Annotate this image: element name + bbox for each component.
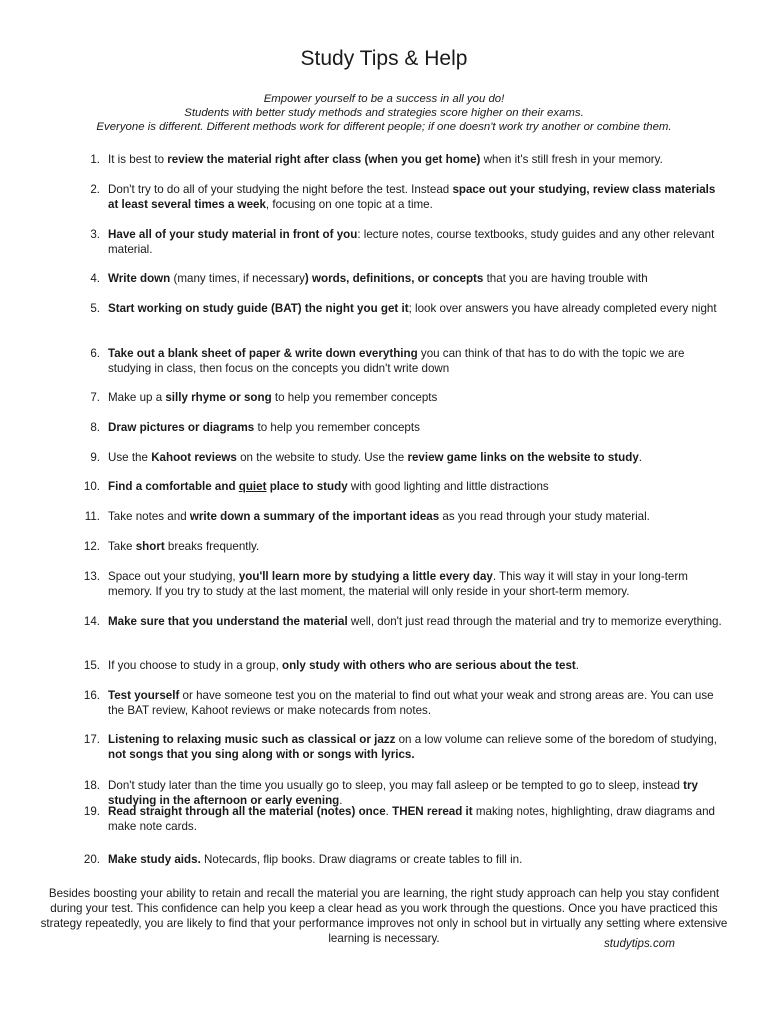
tip-emphasis: Listening to relaxing music such as classical or jazz bbox=[108, 733, 396, 746]
tip-text-run: Take notes and bbox=[108, 510, 190, 523]
tip-text-run: with good lighting and little distractions bbox=[347, 480, 549, 493]
tip-number: 7. bbox=[90, 391, 100, 404]
tip-text-run: to help you remember concepts bbox=[254, 421, 420, 434]
tip-number: 10. bbox=[83, 480, 100, 493]
tip-text-run: making notes, highlighting, draw diagrams and make note cards. bbox=[108, 805, 715, 833]
tip-emphasis: review game links on the website to study bbox=[407, 451, 639, 464]
tip-number: 1. bbox=[90, 153, 100, 166]
closing-paragraph: Besides boosting your ability to retain and recall the material you are learning, the right study approach can help you stay confident during your test. This confidence can help you keep a clear head as you work through the questions. Once you have practiced this strategy repeatedly, you are likely to find that your performance improves not only in school but in virtually any setting where extensive learning is necessary. bbox=[40, 887, 728, 945]
tip-text-run: as you read through your study material. bbox=[439, 510, 650, 523]
tip-text bbox=[108, 479, 728, 494]
tip-text-run: . bbox=[575, 659, 579, 672]
tip-emphasis: Make study aids. bbox=[108, 853, 201, 866]
tip-text bbox=[108, 390, 728, 405]
tip-text bbox=[108, 227, 728, 257]
tip-number: 14. bbox=[83, 615, 100, 628]
tip-text bbox=[108, 614, 728, 629]
tip-number: 18. bbox=[83, 779, 100, 792]
tip-emphasis: try studying in the afternoon or early evening bbox=[108, 779, 698, 807]
tip-text bbox=[108, 658, 728, 673]
tip-text-run: If you choose to study in a group, bbox=[108, 659, 283, 672]
tip-text-run: to help you remember concepts bbox=[271, 391, 438, 404]
intro-block bbox=[30, 92, 738, 134]
tip-number: 17. bbox=[83, 733, 100, 746]
tip-text-run: . bbox=[339, 794, 343, 807]
tip-text bbox=[108, 852, 728, 867]
tip-text-run: you can think of that has to do with the topic we are studying in class, then focus on the concepts you didn't write down bbox=[108, 347, 685, 375]
tip-text-run: Space out your studying, bbox=[108, 570, 239, 583]
tip-text bbox=[108, 182, 728, 212]
tip-emphasis: write down a summary of the important ideas bbox=[189, 510, 440, 523]
tip-emphasis: Draw pictures or diagrams bbox=[108, 421, 255, 434]
intro-line: Everyone is different. Different methods work for different people; if one doesn't work try another or combine them. bbox=[96, 121, 672, 133]
tip-text-run: It is best to bbox=[108, 153, 168, 166]
tip-emphasis: Find a comfortable and bbox=[108, 480, 239, 493]
tip-emphasis: place to study bbox=[266, 480, 348, 493]
tip-number: 16. bbox=[83, 689, 100, 702]
tip-text bbox=[108, 804, 728, 834]
tip-text-run: . bbox=[385, 805, 393, 818]
tip-number: 19. bbox=[83, 805, 100, 818]
tip-text-run: (many times, if necessary bbox=[170, 272, 305, 285]
tip-emphasis: space out your studying, review class materials at least several times a week bbox=[108, 183, 716, 211]
tip-emphasis: you'll learn more by studying a little every day bbox=[238, 570, 493, 583]
tip-text bbox=[108, 301, 728, 316]
tip-text bbox=[108, 539, 728, 554]
tip-emphasis: Write down bbox=[108, 272, 171, 285]
tip-number: 9. bbox=[90, 451, 100, 464]
tip-number: 13. bbox=[83, 570, 100, 583]
tip-number: 6. bbox=[90, 347, 100, 360]
tip-text-run: well, don't just read through the material and try to memorize everything. bbox=[347, 615, 722, 628]
tip-text-run: or have someone test you on the material to find out what your weak and strong areas are. You can use the BAT review, Kahoot reviews or make notecards from notes. bbox=[108, 689, 714, 717]
tip-text-run: Use the bbox=[108, 451, 152, 464]
tip-text-run: when it's still fresh in your memory. bbox=[480, 153, 663, 166]
tip-text-run: . This way it will stay in your long-term memory. If you try to study at the last moment, the material will only reside in your short-term memory. bbox=[108, 570, 688, 598]
tip-emphasis bbox=[239, 480, 267, 493]
tip-number: 5. bbox=[90, 302, 100, 315]
tip-emphasis: silly rhyme or song bbox=[165, 391, 272, 404]
tip-text bbox=[108, 450, 728, 465]
tip-number: 2. bbox=[90, 183, 100, 196]
tip-emphasis: ) words, definitions, or concepts bbox=[304, 272, 484, 285]
intro-line: Empower yourself to be a success in all you do! bbox=[263, 93, 505, 105]
tip-text-run: on a low volume can relieve some of the boredom of studying, bbox=[395, 733, 717, 746]
tip-underline: quiet bbox=[238, 480, 267, 493]
tip-text-run: that you are having trouble with bbox=[483, 272, 648, 285]
tip-text-run: Make up a bbox=[108, 391, 166, 404]
tip-emphasis: review the material right after class (when you get home) bbox=[167, 153, 481, 166]
tip-emphasis: Make sure that you understand the material bbox=[108, 615, 348, 628]
tip-number: 3. bbox=[90, 228, 100, 241]
tip-emphasis: Start working on study guide (BAT) the night you get it bbox=[108, 302, 409, 315]
source-credit: studytips.com bbox=[604, 937, 675, 950]
tip-emphasis: Have all of your study material in front of you bbox=[108, 228, 358, 241]
tip-emphasis: Take out a blank sheet of paper & write down everything bbox=[108, 347, 418, 360]
tip-number: 12. bbox=[83, 540, 100, 553]
tip-text bbox=[108, 346, 728, 376]
tip-text-run: breaks frequently. bbox=[164, 540, 260, 553]
tip-emphasis: Kahoot reviews bbox=[151, 451, 237, 464]
tip-text-run: ; look over answers you have already completed every night bbox=[408, 302, 717, 315]
tip-emphasis: Read straight through all the material (notes) once bbox=[108, 805, 386, 818]
tip-text-run: . bbox=[638, 451, 642, 464]
tip-number: 8. bbox=[90, 421, 100, 434]
tip-number: 4. bbox=[90, 272, 100, 285]
tip-emphasis: THEN reread it bbox=[392, 805, 473, 818]
tip-text-run: , focusing on one topic at a time. bbox=[265, 198, 433, 211]
tip-text-run: Notecards, flip books. Draw diagrams or create tables to fill in. bbox=[200, 853, 523, 866]
tip-emphasis: Test yourself bbox=[108, 689, 180, 702]
tip-text-run: Don't try to do all of your studying the night before the test. Instead bbox=[108, 183, 453, 196]
tip-text-run: on the website to study. Use the bbox=[236, 451, 408, 464]
tip-text bbox=[108, 509, 728, 524]
tip-number: 11. bbox=[84, 510, 100, 523]
tip-text-run: Take bbox=[108, 540, 136, 553]
tip-emphasis: not songs that you sing along with or songs with lyrics. bbox=[108, 748, 415, 761]
page-title: Study Tips & Help bbox=[300, 47, 468, 70]
tip-text bbox=[108, 569, 728, 599]
tip-emphasis: short bbox=[135, 540, 165, 553]
tip-text bbox=[108, 420, 728, 435]
tip-number: 20. bbox=[83, 853, 100, 866]
tip-text bbox=[108, 152, 728, 167]
tip-text bbox=[108, 732, 728, 762]
tip-text bbox=[108, 271, 728, 286]
tip-text-run: Don't study later than the time you usually go to sleep, you may fall asleep or be tempted to go to sleep, instead bbox=[108, 779, 684, 792]
tip-number: 15. bbox=[83, 659, 100, 672]
tip-emphasis: only study with others who are serious about the test bbox=[282, 659, 576, 672]
intro-line: Students with better study methods and strategies score higher on their exams. bbox=[184, 107, 584, 119]
tip-text-run: : lecture notes, course textbooks, study guides and any other relevant material. bbox=[108, 228, 715, 256]
tip-text bbox=[108, 688, 728, 718]
